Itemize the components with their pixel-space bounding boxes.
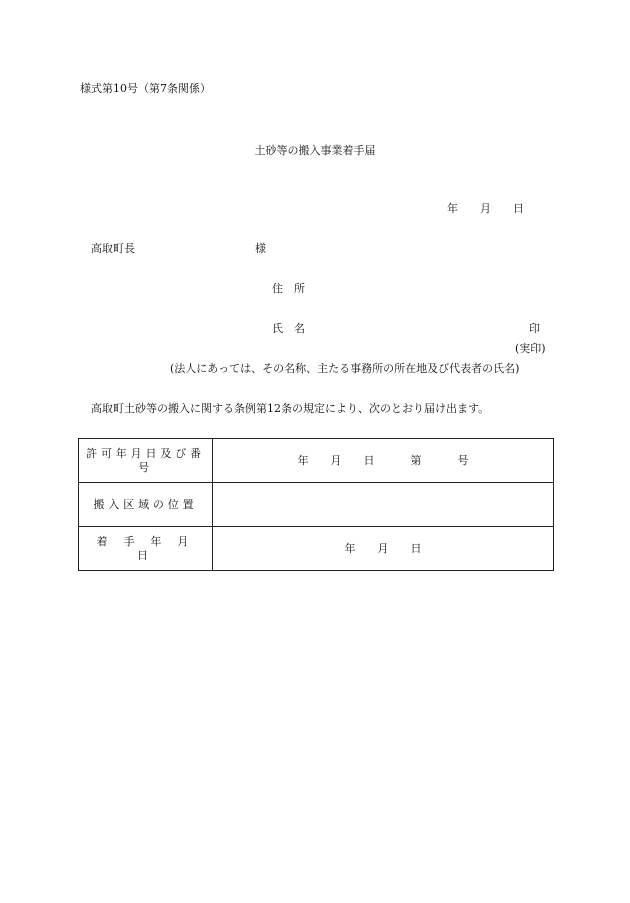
- permit-date-number-field[interactable]: [213, 439, 554, 483]
- form-number: 様式第10号（第7条関係）: [80, 82, 211, 95]
- start-day-label: 日: [410, 541, 422, 555]
- permit-year-label: 年: [297, 453, 309, 467]
- start-month-label: 月: [377, 541, 389, 555]
- seal-note: (実印): [515, 342, 546, 355]
- corporation-note: (法人にあっては、その名称、主たる事務所の所在地及び代表者の氏名): [170, 362, 520, 375]
- statement-text: 高取町土砂等の搬入に関する条例第12条の規定により、次のとおり届け出ます。: [91, 402, 490, 415]
- address-label: 住所: [272, 282, 316, 295]
- location-field[interactable]: [213, 483, 554, 527]
- date-year-label: 年: [447, 202, 458, 215]
- seal-mark: 印: [529, 322, 540, 335]
- table-row: [79, 483, 554, 527]
- permit-month-label: 月: [330, 453, 342, 467]
- table-row: [79, 527, 554, 571]
- permit-day-label: 日: [363, 453, 375, 467]
- addressee-name: 高取町長: [91, 242, 135, 255]
- start-date-field[interactable]: [213, 527, 554, 571]
- permit-number-suffix: 号: [457, 453, 469, 467]
- document-title: 土砂等の搬入事業着手届: [254, 144, 376, 157]
- table-row: [79, 439, 554, 483]
- date-day-label: 日: [513, 202, 524, 215]
- addressee-honorific: 様: [255, 242, 266, 255]
- name-label: 氏名: [272, 322, 316, 335]
- start-year-label: 年: [344, 541, 356, 555]
- form-table: [78, 438, 554, 571]
- location-label: 搬入区域の位置: [79, 483, 213, 527]
- permit-label: 許可年月日及び番号: [79, 439, 213, 483]
- start-date-label: 着手年月日: [79, 527, 213, 571]
- date-month-label: 月: [480, 202, 491, 215]
- permit-number-prefix: 第: [410, 453, 422, 467]
- submission-date: [447, 202, 524, 216]
